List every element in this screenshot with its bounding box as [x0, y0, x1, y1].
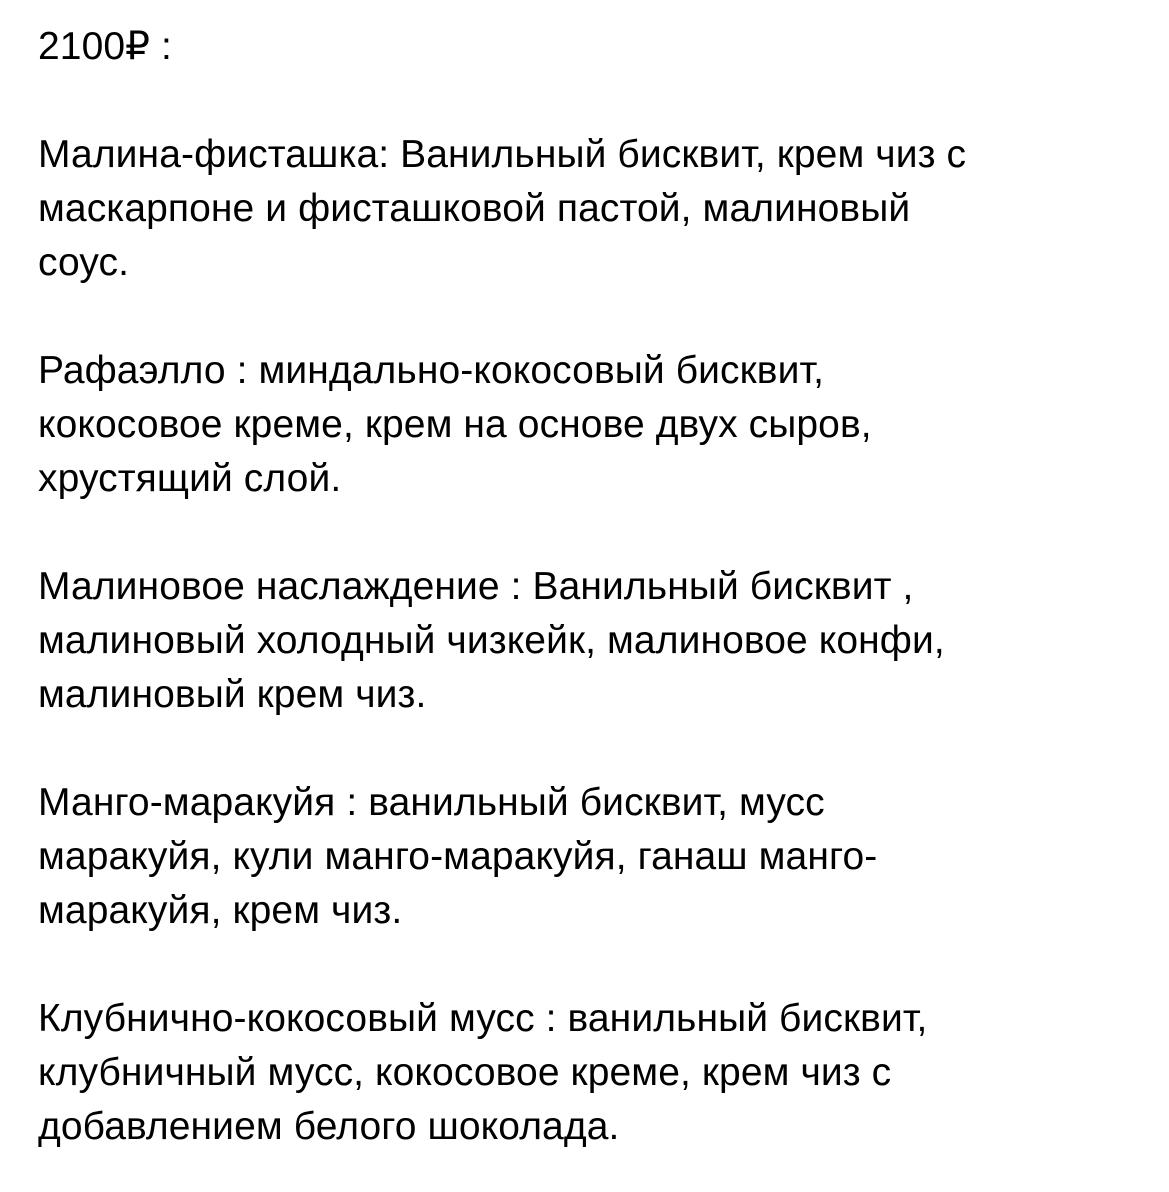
item-malina-fistashka	[38, 128, 1138, 290]
item-line: малиновый крем чиз.	[38, 673, 427, 716]
item-line: кокосовое креме, крем на основе двух сыров,	[38, 403, 872, 446]
price-heading: 2100₽ :	[38, 25, 172, 68]
item-rafaello	[38, 344, 1138, 506]
item-malinovoe-naslazhdenie	[38, 560, 1138, 722]
item-line: маракуйя, крем чиз.	[38, 889, 403, 932]
item-line: малиновый холодный чизкейк, малиновое конфи,	[38, 619, 945, 662]
item-line: маракуйя, кули манго-маракуйя, ганаш манго-	[38, 835, 878, 878]
item-line: Малина-фисташка: Ванильный бисквит, крем чиз с	[38, 133, 967, 176]
item-line: добавлением белого шоколада.	[38, 1105, 620, 1148]
item-klubnichno-kokosovyy-muss	[38, 992, 1138, 1154]
item-line: Рафаэлло : миндально-кокосовый бисквит,	[38, 349, 825, 392]
item-line: соус.	[38, 241, 130, 284]
item-line: Клубнично-кокосовый мусс : ванильный бисквит,	[38, 997, 928, 1040]
note-body[interactable]	[38, 20, 1138, 1154]
item-line: Малиновое наслаждение : Ванильный бисквит ,	[38, 565, 914, 608]
item-line: маскарпоне и фисташковой пастой, малиновый	[38, 187, 911, 230]
item-line: хрустящий слой.	[38, 457, 342, 500]
item-line: клубничный мусс, кокосовое креме, крем чиз с	[38, 1051, 892, 1094]
item-line: Манго-маракуйя : ванильный бисквит, мусс	[38, 781, 825, 824]
item-mango-marakuyya	[38, 776, 1138, 938]
